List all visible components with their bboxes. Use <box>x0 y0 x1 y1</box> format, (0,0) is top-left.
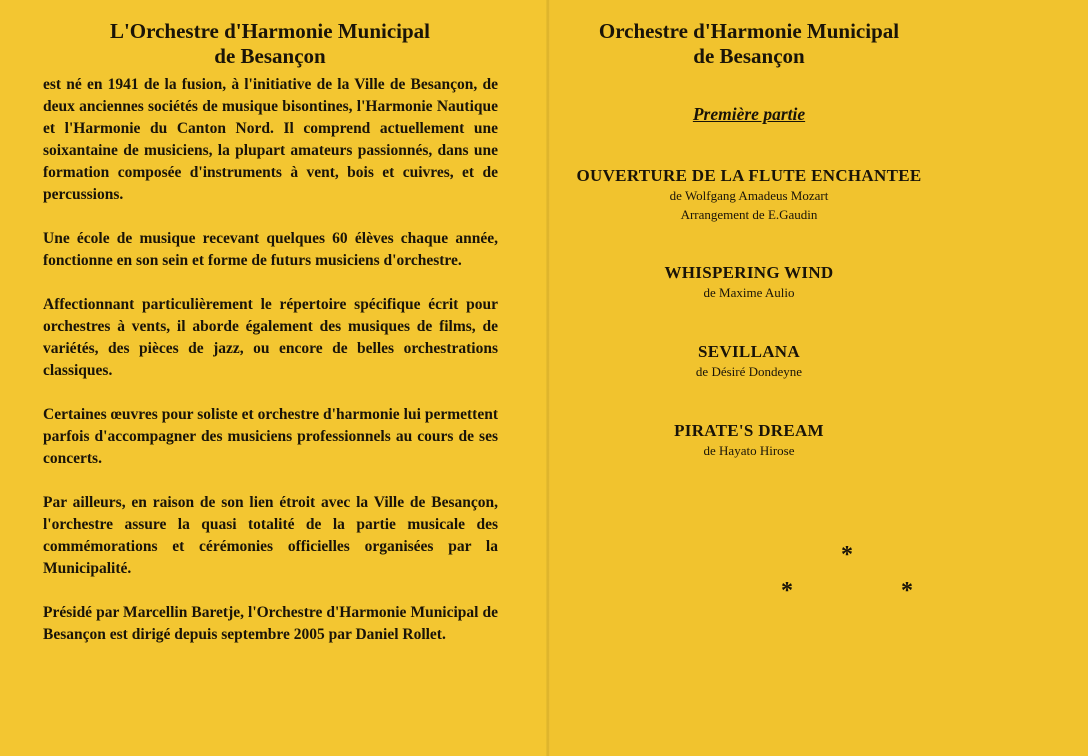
piece-composer: de Désiré Dondeyne <box>695 364 803 379</box>
right-page <box>548 0 1088 756</box>
right-title-line-1: Orchestre d'Harmonie Municipal <box>598 19 900 43</box>
piece-composer: de Wolfgang Amadeus Mozart <box>669 188 829 203</box>
program-item <box>499 421 999 460</box>
left-page-title <box>40 19 500 69</box>
left-page-body <box>43 74 498 668</box>
program-item <box>499 166 999 224</box>
ornament-star-right: * <box>901 578 913 604</box>
left-title-line-1: L'Orchestre d'Harmonie Municipal <box>109 19 431 43</box>
program-item <box>499 263 999 302</box>
paragraph-soloists: Certaines œuvres pour soliste et orchestre d'harmonie lui permettent parfois d'accompagner des musiciens professionnels au cours de ses concerts. <box>43 406 498 467</box>
paragraph-repertoire: Affectionnant particulièrement le répertoire spécifique écrit pour orchestres à vents, il aborde également des musiques de films, de variétés, des pièces de jazz, ou encore de belles orchestrations classiques. <box>43 296 498 379</box>
piece-title: PIRATE'S DREAM <box>674 421 824 440</box>
left-title-line-2: de Besançon <box>214 44 326 68</box>
paragraph-direction: Présidé par Marcellin Baretje, l'Orchestre d'Harmonie Municipal de Besançon est dirigé depuis septembre 2005 par Daniel Rollet. <box>43 604 498 643</box>
right-title-line-2: de Besançon <box>693 44 805 68</box>
program-item <box>499 342 999 381</box>
piece-composer: de Maxime Aulio <box>703 285 795 300</box>
piece-title: WHISPERING WIND <box>664 263 834 282</box>
ornament-star-left: * <box>781 578 793 604</box>
right-page-title <box>499 19 999 69</box>
piece-title: OUVERTURE DE LA FLUTE ENCHANTEE <box>576 166 922 185</box>
piece-title: SEVILLANA <box>698 342 800 361</box>
part-heading: Première partie <box>692 104 806 124</box>
piece-composer: de Hayato Hirose <box>703 443 795 458</box>
paragraph-history: est né en 1941 de la fusion, à l'initiative de la Ville de Besançon, de deux anciennes sociétés de musique bisontines, l'Harmonie Nautique et l'Harmonie du Canton Nord. Il comprend actuellement une soixantaine de musiciens, la plupart amateurs passionnés, dans une formation composée d'instruments à vent, bois et cuivres, et de percussions. <box>43 76 498 203</box>
ornament-star-top: * <box>841 542 853 568</box>
paragraph-ceremonies: Par ailleurs, en raison de son lien étroit avec la Ville de Besançon, l'orchestre assure la quasi totalité de la partie musicale des commémorations et cérémonies officielles organisées par la Municipalité. <box>43 494 498 577</box>
paragraph-school: Une école de musique recevant quelques 60 élèves chaque année, fonctionne en son sein et forme de futurs musiciens d'orchestre. <box>43 230 498 269</box>
piece-arrangement: Arrangement de E.Gaudin <box>680 207 818 222</box>
page-fold <box>546 0 550 756</box>
